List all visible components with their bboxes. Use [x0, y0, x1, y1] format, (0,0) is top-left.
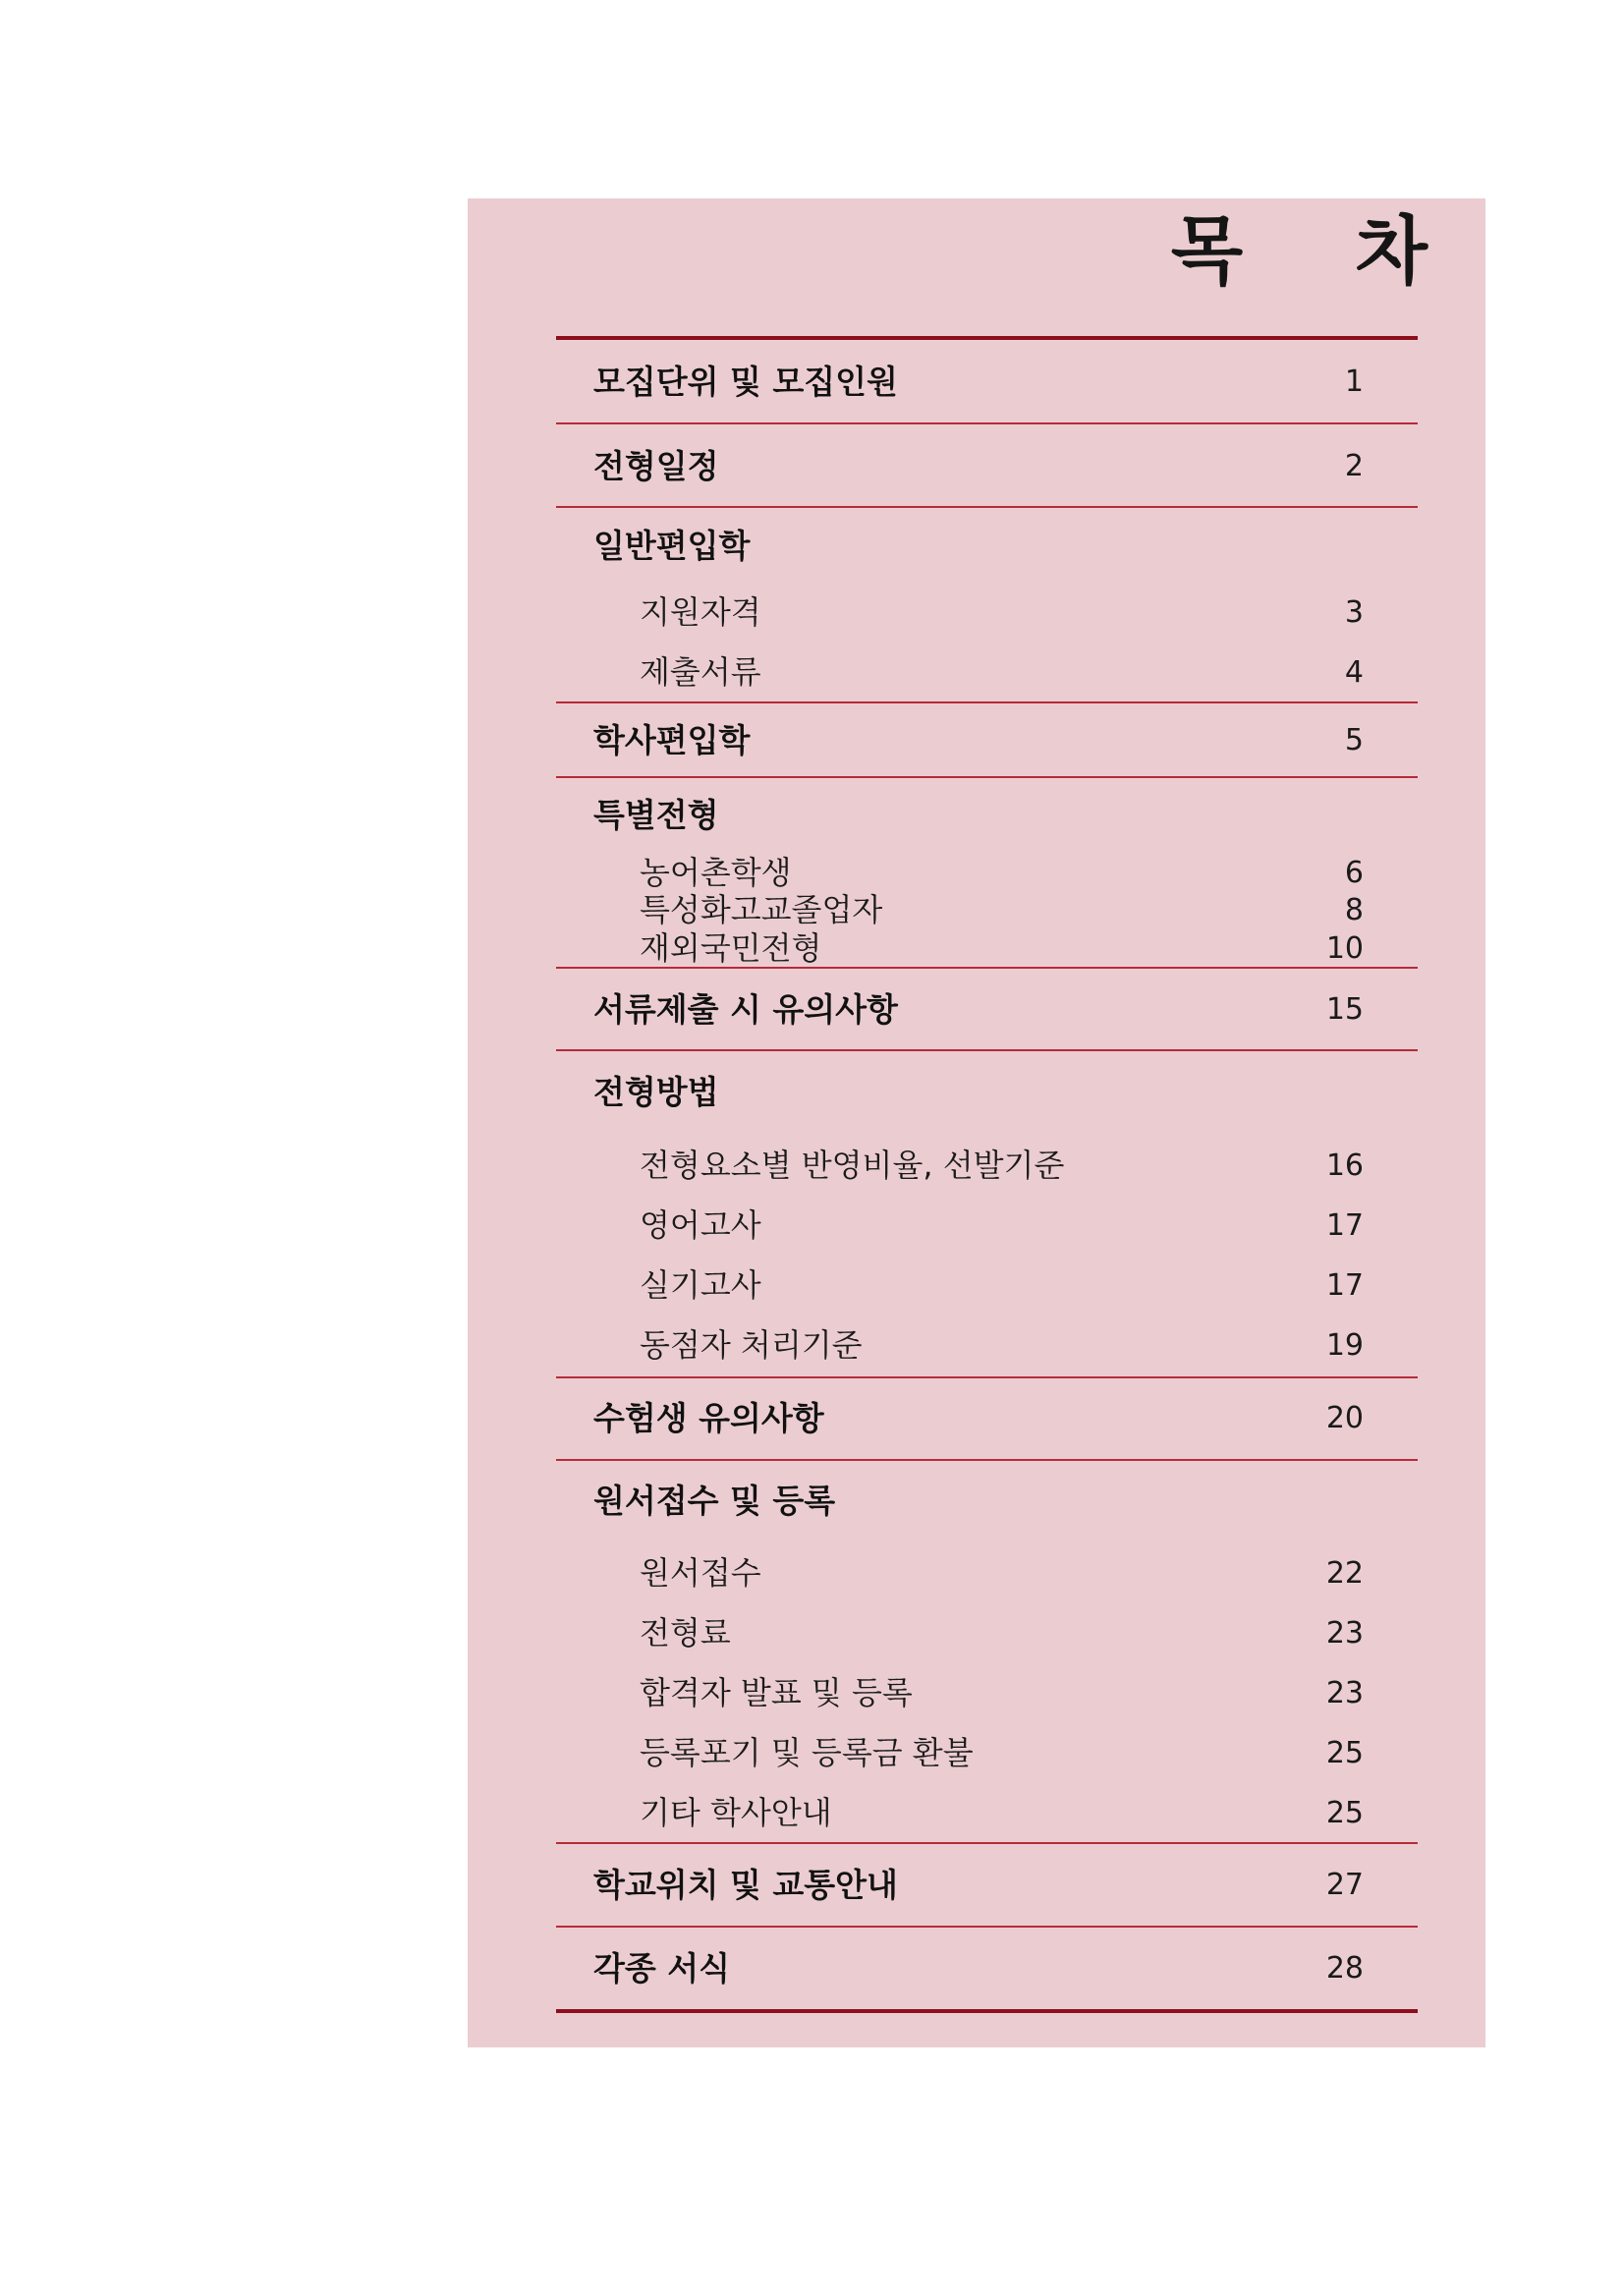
toc-subsection-label[interactable]: 동점자 처리기준 — [640, 1326, 863, 1364]
toc-page-number: 1 — [1344, 364, 1364, 399]
toc-subsection-label[interactable]: 농어촌학생 — [640, 854, 792, 891]
section-divider — [556, 701, 1418, 703]
toc-section-label[interactable]: 각종 서식 — [593, 1949, 731, 1988]
toc-subsection-label[interactable]: 실기고사 — [640, 1266, 761, 1304]
bottom-rule — [556, 2009, 1418, 2013]
toc-subsection-label[interactable]: 영어고사 — [640, 1206, 761, 1244]
toc-page-number: 19 — [1325, 1328, 1364, 1363]
toc-section-label[interactable]: 모집단위 및 모집인원 — [593, 363, 898, 401]
toc-page-number: 27 — [1325, 1868, 1364, 1902]
toc-subsection-label[interactable]: 기타 학사안내 — [640, 1794, 832, 1831]
toc-page-number: 23 — [1325, 1616, 1364, 1651]
toc-subsection-label[interactable]: 전형료 — [640, 1614, 731, 1652]
section-divider — [556, 1376, 1418, 1378]
toc-page-number: 4 — [1344, 655, 1364, 690]
toc-subsection-label[interactable]: 전형요소별 반영비율, 선발기준 — [640, 1147, 1065, 1184]
toc-page-number: 2 — [1344, 449, 1364, 483]
toc-page-number: 28 — [1325, 1951, 1364, 1986]
toc-page-number: 17 — [1325, 1268, 1364, 1303]
toc-page-number: 3 — [1344, 595, 1364, 630]
toc-subsection-label[interactable]: 원서접수 — [640, 1554, 761, 1592]
toc-section-label[interactable]: 전형방법 — [593, 1073, 719, 1111]
toc-page-number: 8 — [1344, 893, 1364, 927]
section-divider — [556, 776, 1418, 778]
section-divider — [556, 1926, 1418, 1928]
toc-section-label[interactable]: 원서접수 및 등록 — [593, 1482, 836, 1520]
toc-subsection-label[interactable]: 제출서류 — [640, 653, 761, 691]
toc-page-number: 5 — [1344, 723, 1364, 757]
toc-subsection-label[interactable]: 지원자격 — [640, 593, 761, 631]
section-divider — [556, 506, 1418, 508]
toc-page-number: 25 — [1325, 1796, 1364, 1830]
toc-subsection-label[interactable]: 합격자 발표 및 등록 — [640, 1674, 913, 1711]
toc-page-number: 16 — [1325, 1148, 1364, 1183]
toc-page-number: 17 — [1325, 1208, 1364, 1243]
section-divider — [556, 1049, 1418, 1051]
toc-page-number: 25 — [1325, 1736, 1364, 1770]
toc-page-number: 22 — [1325, 1556, 1364, 1591]
page-title: 목 차 — [1170, 207, 1471, 295]
toc-section-label[interactable]: 전형일정 — [593, 447, 719, 485]
toc-page-number: 10 — [1325, 931, 1364, 966]
section-divider — [556, 1459, 1418, 1461]
section-divider — [556, 422, 1418, 424]
toc-section-label[interactable]: 일반편입학 — [593, 527, 751, 565]
toc-subsection-label[interactable]: 등록포기 및 등록금 환불 — [640, 1734, 974, 1771]
toc-page-number: 6 — [1344, 856, 1364, 890]
toc-subsection-label[interactable]: 특성화고교졸업자 — [640, 891, 883, 928]
toc-page-number: 23 — [1325, 1676, 1364, 1710]
toc-subsection-label[interactable]: 재외국민전형 — [640, 929, 822, 967]
toc-section-label[interactable]: 특별전형 — [593, 796, 719, 834]
toc-section-label[interactable]: 학교위치 및 교통안내 — [593, 1866, 898, 1904]
section-divider — [556, 967, 1418, 969]
toc-section-label[interactable]: 학사편입학 — [593, 721, 751, 759]
toc-section-label[interactable]: 서류제출 시 유의사항 — [593, 990, 898, 1029]
top-rule — [556, 336, 1418, 340]
section-divider — [556, 1842, 1418, 1844]
toc-page-number: 20 — [1325, 1401, 1364, 1435]
toc-section-label[interactable]: 수험생 유의사항 — [593, 1399, 824, 1437]
toc-page-number: 15 — [1325, 992, 1364, 1027]
